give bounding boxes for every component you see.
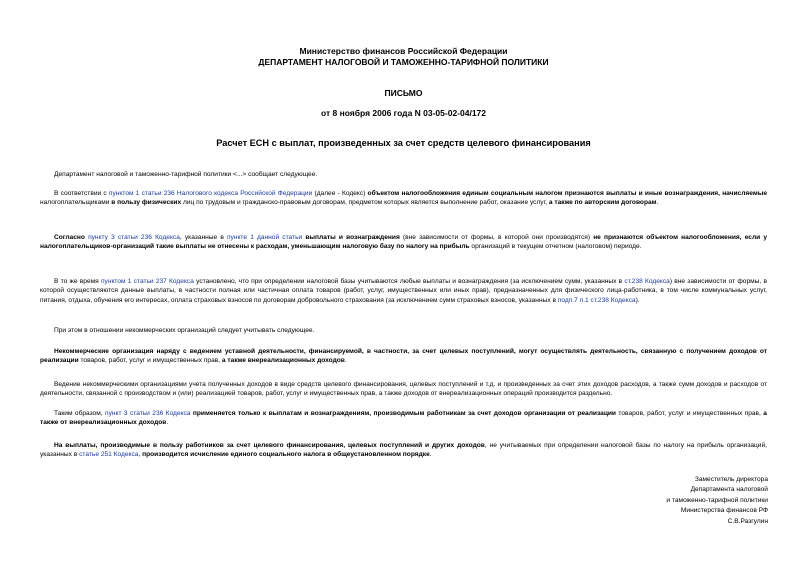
text: . — [166, 419, 169, 427]
paragraph-object-of-taxation — [40, 189, 767, 208]
link-article-238-subp7[interactable]: подп.7 п.1 ст.238 Кодекса — [557, 296, 636, 304]
paragraph-separate-accounting: Ведение некоммерческими организациями учета полученных доходов в виде средств целевого финансирования, целевых поступлений и т.д. и произведенных за счет этих доходов расходов, а также сумм доходов и расходов от деятельности, связанной с производством и (или) реализацией товаров, работ, услуг и имущественных прав, а также доходов от внереализационных операций производится раздельно. — [40, 381, 767, 398]
text: установлено, что при определении налоговой базы учитываются любые выплаты и вознаграждения (за исключением сумм, указанных в — [193, 278, 625, 285]
text: . — [429, 451, 432, 459]
paragraph-conclusion — [40, 409, 767, 428]
paragraph-tax-base — [40, 277, 767, 305]
paragraph-not-taxable — [40, 233, 767, 252]
text: Таким образом, — [54, 410, 105, 417]
link-article-251[interactable]: статье 251 Кодекса — [79, 451, 139, 459]
text: . — [344, 357, 347, 365]
link-article-236-p3-conclusion[interactable]: пункт 3 статьи 236 Кодекса — [105, 410, 191, 417]
paragraph-final — [40, 441, 767, 460]
link-article-236-p3[interactable]: пункту 3 статьи 236 Кодекса — [88, 234, 180, 241]
link-article-237-p1[interactable]: пунктом 1 статьи 237 Кодекса — [100, 278, 194, 285]
signature-block — [548, 475, 768, 527]
paragraph-intro: Департамент налоговой и таможенно-тарифной политики <...> сообщает следующее. — [54, 171, 318, 178]
text-bold: в пользу физических — [111, 199, 182, 207]
link-article-p1[interactable]: пункте 1 данной статьи — [226, 234, 303, 241]
text: товаров, работ, услуг и имущественных прав, — [78, 357, 222, 365]
department-name: ДЕПАРТАМЕНТ НАЛОГОВОЙ И ТАМОЖЕННО-ТАРИФНОЙ ПОЛИТИКИ — [258, 57, 549, 67]
text-bold: не признаются объектом налогообложения, если у налогоплательщиков-организаций такие выплаты не отнесены к расходам, уменьшающим налоговую базу по налогу на прибыль — [40, 234, 768, 251]
text: ). — [635, 296, 640, 304]
link-article-238[interactable]: ст.238 Кодекса — [624, 278, 670, 285]
text-bold: а также внереализационных доходов — [221, 357, 345, 365]
text: налогоплательщиками — [40, 199, 112, 207]
link-article-236-p1[interactable]: пунктом 1 статьи 236 Налогового кодекса Российской Федерации — [108, 190, 313, 197]
text: , указанные в — [179, 234, 227, 241]
signature-ministry: Министерства финансов РФ — [680, 507, 768, 515]
document-date-number: от 8 ноября 2006 года N 03-05-02-04/172 — [320, 108, 487, 118]
text-bold: применяется только к выплатам и вознаграждениям, производимым работникам за счет доходов организации от реализации — [192, 410, 616, 417]
text: , не учитываемых при определении налоговой базы по налогу на прибыль организаций, указанных в — [40, 442, 767, 459]
text-bold: а также от внереализационных доходов — [40, 410, 767, 427]
text: (далее - Кодекс) — [312, 190, 368, 197]
text: В то же время — [54, 278, 101, 285]
text: . — [656, 199, 659, 207]
text-bold: а также по авторским договорам — [548, 199, 657, 207]
signature-position: Заместитель директора — [694, 476, 768, 483]
text: товаров, работ, услуг и имущественных прав, — [616, 410, 764, 417]
text: лиц по трудовым и гражданско-правовым договорам, предметом которых является выполнение работ, оказание услуг, — [181, 199, 549, 207]
page-title: Расчет ЕСН с выплат, произведенных за счет средств целевого финансирования — [216, 138, 591, 148]
paragraph-noncommercial-note: При этом в отношении некоммерческих организаций следует учитывать следующее. — [54, 327, 315, 334]
text-bold: На выплаты, производимые в пользу работников за счет целевого финансирования, целевых поступлений и других доходов — [54, 442, 485, 449]
text-bold: выплаты и вознаграждения — [305, 234, 400, 241]
text-bold: производится исчисление единого социального налога в общеустановленном порядке — [142, 451, 430, 459]
text: организаций в текущем отчетном (налоговом) периоде. — [469, 243, 642, 251]
text-bold: Некоммерческие организация наряду с ведением уставной деятельности, финансируемой, в частности, за счет целевых поступлений, могут осуществлять деятельность, связанную с получением доходов от реализации — [40, 348, 767, 365]
text-bold: Согласно — [54, 234, 85, 241]
paragraph-noncommercial-activity — [40, 347, 767, 366]
text-bold: объектом налогообложения единым социальным налогом признаются выплаты и иные вознаграждения, начисляемые — [367, 190, 768, 197]
signature-name: С.В.Разгулин — [727, 517, 768, 525]
signature-department: Департамента налоговой — [690, 486, 768, 494]
signature-department-cont: и таможенно-тарифной политики — [666, 496, 768, 504]
text: ) вне зависимости от формы, в которой осуществляются данные выплаты, в частности полная или частичная оплата товаров (работ, услуг, имущественных или иных прав), предназначенных для физического лица-работника, в том числе коммунальных услуг, питания, отдыха, обучения его интересах, оплата страховых взносов по договорам добровольного страхования (за исключением сумм страховых взносов, указанных в — [40, 278, 767, 304]
text: В соответствии с — [54, 190, 109, 197]
text: (вне зависимости от формы, в которой они производятся) — [399, 234, 594, 241]
ministry-name: Министерство финансов Российской Федерации — [299, 46, 508, 56]
text: , — [138, 451, 143, 459]
document-type: ПИСЬМО — [384, 88, 423, 98]
